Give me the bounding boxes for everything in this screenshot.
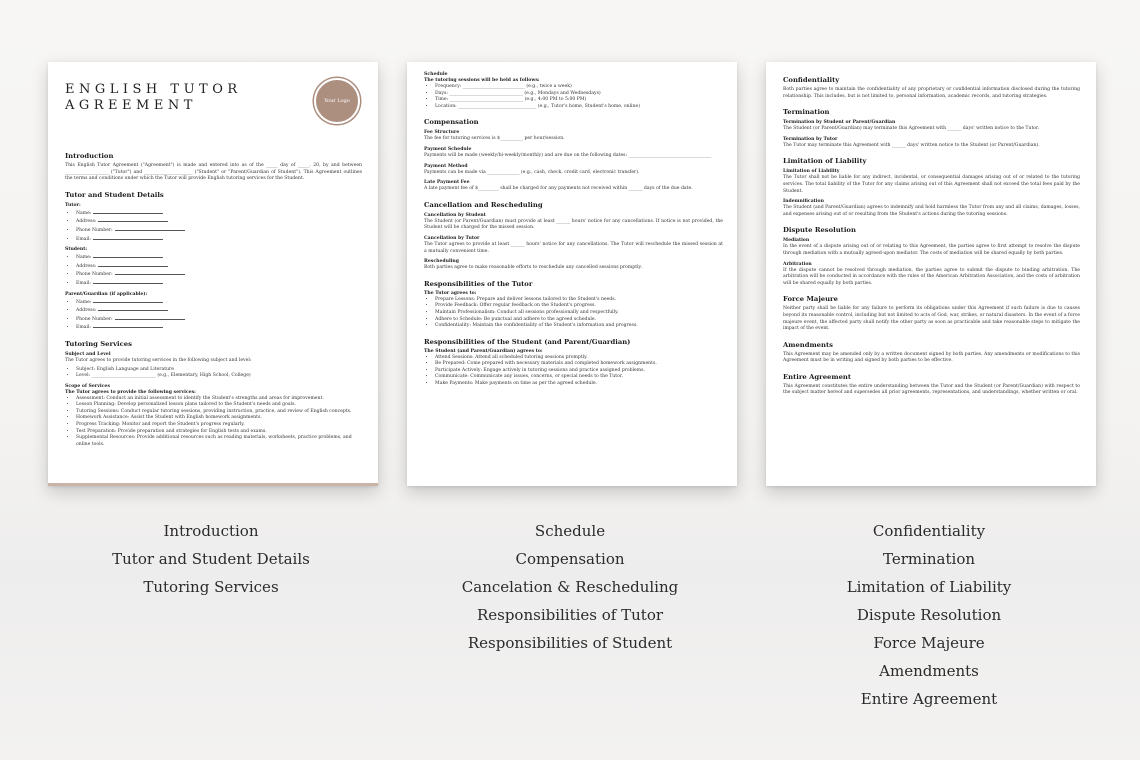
cancel-tutor-heading: Cancellation by Tutor [424,235,480,241]
parent-fields [65,298,362,332]
list-item: • Address: [76,217,362,226]
force-majeure-text: Neither party shall be liable for any failure to perform its obligations under this Agreement if such failure is due to causes beyond its reasonable control, including but not limited to acts of God, war, strikes, or natural disasters. In the event of a force majeure event, the affected party shall notify the other party as soon as practicable and take reasonable steps to mitigate the impact of the event. [783,306,1080,332]
list-item: • Frequency: ___________________________ (e.g., twice a week) [435,84,723,91]
student-label: Student: [65,247,88,253]
parent-label: Parent/Guardian (if applicable): [65,291,148,297]
tutor-fields [65,209,362,243]
fee-heading: Fee Structure [424,130,460,136]
caption-item: Amendments [879,662,979,680]
list-item: • Name: [76,209,362,218]
termination-tutor-heading: Termination by Tutor [783,136,838,142]
logo-placeholder: Your Logo [314,78,360,124]
list-item: • Level: ____________________________ (e.g., Elementary, High School, College) [76,373,362,380]
services-heading: Tutoring Services [65,339,132,348]
caption-item: Entire Agreement [860,690,998,708]
late-fee-text: A late payment fee of $_________ shall be charged for any payments not received within ______ days of the due date. [424,186,693,192]
list-item: • Provide Feedback: Offer regular feedback on the Student's progress. [435,303,723,310]
arbitration-heading: Arbitration [783,261,812,267]
payment-schedule-text: Payments will be made (weekly/bi-weekly/monthly) and are due on the following dates: ____________________________________ [424,152,712,158]
tutor-label: Tutor: [65,202,81,208]
list-item: • Be Prepared: Come prepared with necessary materials and completed homework assignments. [435,361,723,368]
termination-student-heading: Termination by Student or Parent/Guardian [783,120,896,126]
list-item: • Email: [76,279,362,288]
amendments-heading: Amendments [783,340,833,349]
list-item: • Tutoring Sessions: Conduct regular tutoring sessions, providing instruction, practice, and review of English concepts. [76,409,362,416]
caption-column-2 [420,517,720,657]
scope-heading: Scope of Services [65,383,110,389]
list-item: • Phone Number: [76,315,362,324]
list-item: • Subject: English Language and Literature [76,367,362,374]
document-page-2 [407,62,737,486]
payment-method-heading: Payment Method [424,163,468,169]
student-fields [65,253,362,287]
introduction-heading: Introduction [65,152,114,160]
student-responsibilities-list [424,355,723,388]
confidentiality-heading: Confidentiality [783,76,840,84]
caption-item: Tutor and Student Details [112,550,310,568]
list-item: • Address: [76,262,362,271]
payment-method-text: Payments can be made via ______________ (e.g., cash, check, credit card, electronic transfer). [424,169,640,175]
entire-agreement-text: This Agreement constitutes the entire understanding between the Tutor and the Student (or Parent/Guardian) with respect to the subject matter hereof and supersedes all prior agreements, representations, and understandings, whether written or oral. [783,383,1080,396]
caption-item: Force Majeure [873,634,985,652]
list-item: • Assessment: Conduct an initial assessment to identify the Student's strengths and areas for improvement. [76,396,362,403]
cancel-student-heading: Cancellation by Student [424,212,486,218]
list-item: • Location: __________________________________ (e.g., Tutor's home, Student's home, online) [435,104,723,111]
cancellation-heading: Cancellation and Rescheduling [424,200,543,209]
introduction-text: This English Tutor Agreement ("Agreement") is made and entered into as of the _____ day of _____, 20, by and between ___________________ ("Tutor") and _____________________ ("Student" or "Parent/Guardian of Student"). This Agreement outlines the terms and conditions under which the Tutor will provide English tutoring services for the Student. [65,163,362,182]
list-item: • Maintain Professionalism: Conduct all sessions professionally and respectfully. [435,310,723,317]
document-page-1 [48,62,378,486]
list-item: • Lesson Planning: Develop personalized lesson plans tailored to the Student's needs and goals. [76,402,362,409]
list-item: • Time: ________________________________ (e.g., 4:00 PM to 5:00 PM) [435,97,723,104]
schedule-list [424,84,723,110]
document-title: ENGLISH TUTOR AGREEMENT [65,82,242,113]
list-item: • Days: ________________________________ (e.g., Mondays and Wednesdays) [435,91,723,98]
details-heading: Tutor and Student Details [65,190,164,199]
cancel-student-text: The Student (or Parent/Guardian) must provide at least ______ hours' notice for any cancellations. If notice is not provided, the Student will be charged for the missed session. [424,218,723,231]
list-item: • Make Payments: Make payments on time as per the agreed schedule. [435,381,723,388]
list-item: • Adhere to Schedule: Be punctual and adhere to the agreed schedule. [435,317,723,324]
document-page-3 [766,62,1096,486]
indemnification-heading: Indemnification [783,199,824,205]
scope-intro: The Tutor agrees to provide the following services: [65,389,196,395]
list-item: • Participate Actively: Engage actively in tutoring sessions and practice assigned problems. [435,368,723,375]
indemnification-text: The Student (and Parent/Guardian) agrees to indemnify and hold harmless the Tutor from any and all claims, damages, losses, and expenses arising out of or resulting from the Student's actions during the tutoring sessions. [783,205,1080,217]
mediation-text: In the event of a dispute arising out of or relating to this Agreement, the parties agree to first attempt to resolve the dispute through mediation with a mutually agreed-upon mediator. The costs of mediation will be shared equally by both parties. [783,244,1080,256]
list-item: • Email: [76,323,362,332]
list-item: • Progress Tracking: Monitor and report the Student's progress regularly. [76,422,362,429]
caption-item: Introduction [163,522,259,540]
termination-student-text: The Student (or Parent/Guardian) may terminate this Agreement with ______ days' written notice to the Tutor. [783,126,1040,132]
cancel-tutor-text: The Tutor agrees to provide at least ______ hours' notice for any cancellations. The Tutor will reschedule the missed session at a mutually convenient time. [424,241,723,254]
list-item: • Attend Sessions: Attend all scheduled tutoring sessions promptly. [435,355,723,362]
caption-item: Dispute Resolution [856,606,1002,624]
dispute-heading: Dispute Resolution [783,226,856,235]
termination-heading: Termination [783,108,830,117]
list-item: • Address: [76,306,362,315]
termination-tutor-text: The Tutor may terminate this Agreement with ______ days' written notice to the Student (or Parent/Guardian). [783,142,1040,148]
liability-text: The Tutor shall not be liable for any indirect, incidental, or consequential damages arising out of or related to the tutoring services. The total liability of the Tutor for any claims arising out of this Agreement shall not exceed the total fees paid by the Student. [783,175,1080,194]
caption-item: Responsibilities of Tutor [476,606,664,624]
scope-list [65,396,362,449]
compensation-heading: Compensation [424,118,479,127]
rescheduling-text: Both parties agree to make reasonable efforts to reschedule any cancelled sessions promptly. [424,265,642,271]
schedule-intro: The tutoring sessions will be held as follows: [424,78,540,83]
student-responsibilities-heading: Responsibilities of the Student (and Parent/Guardian) [424,337,631,346]
list-item: • Communicate: Communicate any issues, concerns, or special needs to the Tutor. [435,374,723,381]
tutor-responsibilities-heading: Responsibilities of the Tutor [424,279,533,288]
arbitration-text: If the dispute cannot be resolved through mediation, the parties agree to submit the dispute to binding arbitration. The arbitration will be conducted in accordance with the rules of the American Arbitration Association, and the costs of arbitration will be shared equally by both parties. [783,267,1080,286]
list-item: • Name: [76,298,362,307]
caption-column-3 [779,517,1079,713]
caption-item: Schedule [534,522,606,540]
amendments-text: This Agreement may be amended only by a written document signed by both parties. Any amendments or modifications to this Agreement must be in writing and signed by both parties to be effective. [783,351,1080,364]
caption-item: Termination [882,550,976,568]
schedule-heading: Schedule [424,72,448,77]
list-item: • Phone Number: [76,270,362,279]
list-item: • Prepare Lessons: Prepare and deliver lessons tailored to the Student's needs. [435,297,723,304]
subject-heading: Subject and Level [65,351,111,357]
caption-column-1 [61,517,361,601]
tutor-responsibilities-intro: The Tutor agrees to: [424,290,477,296]
mediation-heading: Mediation [783,238,810,244]
list-item: • Supplemental Resources: Provide additional resources such as reading materials, worksheets, practice problems, and online tools. [76,435,362,448]
force-majeure-heading: Force Majeure [783,295,838,304]
list-item: • Phone Number: [76,226,362,235]
list-item: • Name: [76,253,362,262]
fee-text: The fee for tutoring services is $__________ per hour/session. [424,136,565,142]
caption-item: Confidentiality [872,522,986,540]
list-item: • Test Preparation: Provide preparation and strategies for English tests and exams. [76,429,362,436]
caption-item: Cancelation & Rescheduling [461,578,679,596]
list-item: • Email: [76,235,362,244]
entire-agreement-heading: Entire Agreement [783,372,851,381]
caption-item: Responsibilities of Student [467,634,673,652]
list-item: • Homework Assistance: Assist the Student with English homework assignments. [76,415,362,422]
liability-sub-heading: Limitation of Liability [783,169,840,175]
student-responsibilities-intro: The Student (and Parent/Guardian) agrees to: [424,348,543,354]
caption-item: Compensation [515,550,625,568]
rescheduling-heading: Rescheduling [424,259,459,265]
caption-item: Tutoring Services [143,578,279,596]
confidentiality-text: Both parties agree to maintain the confidentiality of any proprietary or confidential information disclosed during the tutoring relationship. This includes, but is not limited to, personal information, academic records, and tutoring strategies. [783,87,1080,99]
caption-item: Limitation of Liability [846,578,1012,596]
subject-intro: The Tutor agrees to provide tutoring services in the following subject and level: [65,357,252,363]
subject-list [65,367,362,380]
late-fee-heading: Late Payment Fee [424,180,470,186]
payment-schedule-heading: Payment Schedule [424,146,472,152]
tutor-responsibilities-list [424,297,723,330]
liability-heading: Limitation of Liability [783,157,867,166]
list-item: • Confidentiality: Maintain the confidentiality of the Student's information and progress. [435,323,723,330]
